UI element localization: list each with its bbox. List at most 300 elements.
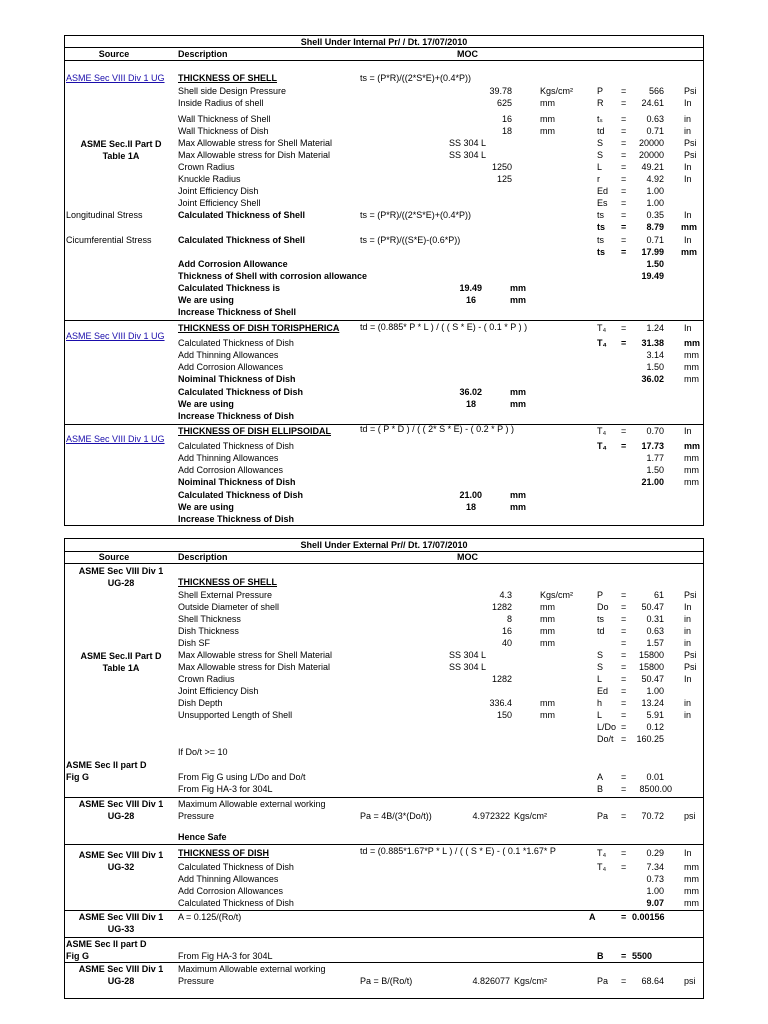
row-description: Calculated Thickness of Dish xyxy=(178,898,294,908)
result-unit: mm xyxy=(684,874,699,884)
symbol: T₄ xyxy=(597,848,607,858)
result-unit: mm xyxy=(684,453,699,463)
source-link[interactable]: ASME Sec VIII Div 1 UG xyxy=(66,434,165,444)
value: 625 xyxy=(496,98,512,108)
source-label: Table 1A xyxy=(102,151,140,161)
symbol: r xyxy=(597,174,600,184)
result-unit: Psi xyxy=(684,662,697,672)
equals: = xyxy=(621,590,627,600)
unit: Kgs/cm² xyxy=(514,976,548,986)
result-unit: in xyxy=(684,710,692,720)
symbol: S xyxy=(597,150,604,160)
symbol: T₄ xyxy=(597,862,607,872)
equals: = xyxy=(621,210,627,220)
equals: = xyxy=(621,426,627,436)
source-label: ASME Sec II part D xyxy=(66,760,147,770)
result-unit: Psi xyxy=(684,590,697,600)
equals: = xyxy=(621,686,627,696)
unit: mm xyxy=(510,399,527,409)
equals: = xyxy=(621,674,627,684)
result-value: 20000 xyxy=(638,138,664,148)
row-description: Add Thinning Allowances xyxy=(178,350,279,360)
symbol: S xyxy=(597,650,604,660)
result-unit: psi xyxy=(684,976,696,986)
result-unit: mm xyxy=(684,441,701,451)
source-label: Cicumferential Stress xyxy=(66,235,152,245)
equals: = xyxy=(621,198,627,208)
row-description: Calculated Thickness of Dish xyxy=(178,862,294,872)
row-description: Shell side Design Pressure xyxy=(178,86,287,96)
equals: = xyxy=(621,772,627,782)
result-value: 21.00 xyxy=(641,477,664,487)
row-description: Joint Efficiency Shell xyxy=(178,198,261,208)
result-value: 8.79 xyxy=(646,222,664,232)
symbol: S xyxy=(597,138,604,148)
result-value: 15800 xyxy=(638,650,664,660)
value: 18 xyxy=(465,399,476,409)
equals: = xyxy=(621,247,627,257)
symbol: Pa xyxy=(597,976,609,986)
result-unit: In xyxy=(684,210,692,220)
value: 1282 xyxy=(491,602,512,612)
section-heading: THICKNESS OF DISH TORISPHERICA xyxy=(178,323,340,333)
col-header-description: Description xyxy=(178,49,228,59)
value: 19.49 xyxy=(459,283,482,293)
symbol: L xyxy=(597,162,603,172)
result-unit: mm xyxy=(684,886,699,896)
source-label: ASME Sec II part D xyxy=(66,939,147,949)
symbol: T₄ xyxy=(597,338,607,348)
row-description: Max Allowable stress for Dish Material xyxy=(178,662,331,672)
result-value: 50.47 xyxy=(641,674,664,684)
symbol: R xyxy=(597,98,604,108)
source-label: ASME Sec.II Part D xyxy=(80,651,162,661)
formula: ts = (P*R)/((2*S*E)+(0.4*P)) xyxy=(360,210,472,220)
result-value: 31.38 xyxy=(641,338,664,348)
unit: mm xyxy=(540,710,555,720)
result-value: 36.02 xyxy=(641,374,664,384)
source-label: Table 1A xyxy=(102,663,140,673)
row-description: Increase Thickness of Shell xyxy=(178,307,297,317)
symbol: Pa xyxy=(597,811,609,821)
symbol: B xyxy=(597,784,604,794)
result-value: 24.61 xyxy=(641,98,664,108)
result-value: 9.07 xyxy=(646,898,664,908)
row-description: Shell External Pressure xyxy=(178,590,273,600)
moc-value: SS 304 L xyxy=(449,138,487,148)
formula: ts = (P*R)/((2*S*E)+(0.4*P)) xyxy=(360,73,472,83)
result-value: 0.63 xyxy=(646,626,664,636)
equals: = xyxy=(621,638,627,648)
result-unit: mm xyxy=(684,374,699,384)
equals: = xyxy=(621,441,627,451)
symbol: Es xyxy=(597,198,608,208)
result-value: 20000 xyxy=(638,150,664,160)
result-unit: In xyxy=(684,98,692,108)
unit: mm xyxy=(510,283,527,293)
row-description: We are using xyxy=(178,399,234,409)
col-header-source: Source xyxy=(98,49,130,59)
unit: mm xyxy=(510,295,527,305)
symbol: L/Do xyxy=(597,722,617,732)
symbol: ts xyxy=(597,614,605,624)
value: 1250 xyxy=(491,162,512,172)
row-description: We are using xyxy=(178,295,234,305)
symbol: A xyxy=(589,912,596,922)
result-value: 8500.00 xyxy=(639,784,672,794)
row-description: Outside Diameter of shell xyxy=(178,602,280,612)
result-unit: mm xyxy=(684,477,699,487)
result-unit: Psi xyxy=(684,138,697,148)
result-unit: Psi xyxy=(684,650,697,660)
result-value: 5.91 xyxy=(646,710,664,720)
row-description: Max Allowable stress for Shell Material xyxy=(178,650,333,660)
equals: = xyxy=(621,650,627,660)
sheet-title: Shell Under Internal Pr/ / Dt. 17/07/2010 xyxy=(300,37,468,47)
symbol: Do/t xyxy=(597,734,614,744)
row-description: Calculated Thickness of Dish xyxy=(178,441,294,451)
source-link[interactable]: ASME Sec VIII Div 1 UG xyxy=(66,73,165,83)
value: 21.00 xyxy=(459,490,482,500)
unit: mm xyxy=(540,698,555,708)
source-label: ASME Sec VIII Div 1 xyxy=(78,799,164,809)
source-label: ASME Sec VIII Div 1 xyxy=(78,850,164,860)
result-value: 1.50 xyxy=(646,465,664,475)
equals: = xyxy=(621,848,627,858)
result-unit: In xyxy=(684,162,692,172)
result-unit: Psi xyxy=(684,150,697,160)
source-label: UG-28 xyxy=(107,976,135,986)
unit: Kgs/cm² xyxy=(514,811,548,821)
value: 18 xyxy=(465,502,476,512)
result-value: 1.50 xyxy=(646,362,664,372)
result-unit: in xyxy=(684,114,692,124)
col-header-moc: MOC xyxy=(457,49,478,59)
value: 36.02 xyxy=(459,387,482,397)
row-description: Max Allowable stress for Dish Material xyxy=(178,150,331,160)
result-unit: In xyxy=(684,235,692,245)
result-unit: mm xyxy=(681,222,698,232)
col-header-moc: MOC xyxy=(457,552,478,562)
equals: = xyxy=(621,86,627,96)
result-value: 13.24 xyxy=(641,698,664,708)
symbol: td xyxy=(597,126,605,136)
formula: ts = (P*R)/((S*E)-(0.6*P)) xyxy=(360,235,461,245)
result-unit: mm xyxy=(684,862,699,872)
result-value: 0.00156 xyxy=(632,912,665,922)
result-value: 0.29 xyxy=(646,848,664,858)
result-unit: In xyxy=(684,426,692,436)
result-value: 566 xyxy=(648,86,664,96)
row-description: Crown Radius xyxy=(178,162,235,172)
symbol: td xyxy=(597,626,605,636)
section-heading: THICKNESS OF DISH ELLIPSOIDAL xyxy=(178,426,332,436)
symbol: ts xyxy=(597,247,606,257)
row-description: Increase Thickness of Dish xyxy=(178,514,295,524)
source-label: ASME Sec VIII Div 1 xyxy=(78,912,164,922)
value: 4.826077 xyxy=(472,976,510,986)
moc-value: SS 304 L xyxy=(449,662,487,672)
result-value: 68.64 xyxy=(641,976,664,986)
row-description: Maximum Allowable external working xyxy=(178,799,326,809)
row-description: Max Allowable stress for Shell Material xyxy=(178,138,333,148)
row-description: Calculated Thickness of Shell xyxy=(178,235,306,245)
unit: mm xyxy=(540,602,555,612)
result-value: 1.24 xyxy=(646,323,664,333)
row-description: Calculated Thickness of Shell xyxy=(178,210,306,220)
row-description: Dish Thickness xyxy=(178,626,239,636)
result-value: 5500 xyxy=(632,951,653,961)
value: 16 xyxy=(465,295,476,305)
source-label: ASME Sec.II Part D xyxy=(80,139,162,149)
symbol: P xyxy=(597,86,604,96)
row-description: Add Corrosion Allowance xyxy=(178,259,288,269)
unit: mm xyxy=(510,502,527,512)
result-unit: in xyxy=(684,126,692,136)
symbol: tₛ xyxy=(597,114,603,124)
unit: Kgs/cm² xyxy=(540,86,574,96)
equals: = xyxy=(621,338,627,348)
symbol: S xyxy=(597,662,604,672)
equals: = xyxy=(621,626,627,636)
row-description: Pressure xyxy=(178,811,215,821)
value: 336.4 xyxy=(489,698,512,708)
symbol: ts xyxy=(597,235,605,245)
row-description: Crown Radius xyxy=(178,674,235,684)
result-value: 0.01 xyxy=(646,772,664,782)
row-description: From Fig HA-3 for 304L xyxy=(178,951,273,961)
row-description: Dish SF xyxy=(178,638,211,648)
symbol: T₄ xyxy=(597,441,607,451)
equals: = xyxy=(621,912,627,922)
result-value: 61 xyxy=(653,590,664,600)
result-value: 0.35 xyxy=(646,210,664,220)
unit: mm xyxy=(540,626,555,636)
result-unit: in xyxy=(684,698,692,708)
symbol: Ed xyxy=(597,686,609,696)
row-description: Joint Efficiency Dish xyxy=(178,686,259,696)
result-value: 1.00 xyxy=(646,886,664,896)
result-unit: psi xyxy=(684,811,696,821)
equals: = xyxy=(621,614,627,624)
result-value: 160.25 xyxy=(636,734,664,744)
row-description: Add Corrosion Allowances xyxy=(178,362,284,372)
equals: = xyxy=(621,150,627,160)
unit: mm xyxy=(540,614,555,624)
equals: = xyxy=(621,722,627,732)
result-unit: mm xyxy=(681,247,698,257)
moc-value: SS 304 L xyxy=(449,150,487,160)
equals: = xyxy=(621,174,627,184)
result-unit: mm xyxy=(684,898,699,908)
formula: Pa = 4B/(3*(Do/t)) xyxy=(360,811,432,821)
row-description: Inside Radius of shell xyxy=(178,98,264,108)
row-description: Calculated Thickness of Dish xyxy=(178,387,304,397)
symbol: h xyxy=(597,698,603,708)
equals: = xyxy=(621,602,627,612)
value: 39.78 xyxy=(489,86,512,96)
result-value: 1.57 xyxy=(646,638,664,648)
moc-value: SS 304 L xyxy=(449,650,487,660)
row-description: Add Corrosion Allowances xyxy=(178,886,284,896)
row-description: Dish Depth xyxy=(178,698,223,708)
result-value: 15800 xyxy=(638,662,664,672)
equals: = xyxy=(621,811,627,821)
row-description: Add Corrosion Allowances xyxy=(178,465,284,475)
value: 1282 xyxy=(491,674,512,684)
symbol: ts xyxy=(597,222,606,232)
result-value: 4.92 xyxy=(646,174,664,184)
result-unit: in xyxy=(684,614,692,624)
source-label: Fig G xyxy=(66,951,89,961)
symbol: L xyxy=(597,710,603,720)
symbol: T₄ xyxy=(597,323,607,333)
equals: = xyxy=(621,126,627,136)
result-value: 0.73 xyxy=(646,874,664,884)
value: 150 xyxy=(496,710,512,720)
value: 125 xyxy=(496,174,512,184)
equals: = xyxy=(621,710,627,720)
result-unit: mm xyxy=(684,350,699,360)
unit: mm xyxy=(540,114,555,124)
row-description: Wall Thickness of Dish xyxy=(178,126,269,136)
row-description: Increase Thickness of Dish xyxy=(178,411,295,421)
value: 40 xyxy=(501,638,512,648)
row-description: Noiminal Thickness of Dish xyxy=(178,374,296,384)
value: 8 xyxy=(506,614,512,624)
result-value: 0.71 xyxy=(646,126,664,136)
result-unit: mm xyxy=(684,465,699,475)
formula: td = (0.885* P * L ) / ( ( S * E) - ( 0.1 * P ) ) xyxy=(360,322,528,332)
source-label: Fig G xyxy=(66,772,89,782)
sheet-title: Shell Under External Pr// Dt. 17/07/2010 xyxy=(300,540,468,550)
row-description: Thickness of Shell with corrosion allowance xyxy=(178,271,368,281)
value: 18 xyxy=(501,126,512,136)
header-divider xyxy=(64,60,704,61)
row-description: Add Thinning Allowances xyxy=(178,874,279,884)
header-divider xyxy=(64,563,704,564)
equals: = xyxy=(621,734,627,744)
row-description: Shell Thickness xyxy=(178,614,241,624)
equals: = xyxy=(621,784,627,794)
result-value: 7.34 xyxy=(646,862,664,872)
row-description: Joint Efficiency Dish xyxy=(178,186,259,196)
row-description: If Do/t >= 10 xyxy=(178,747,228,757)
row-description: Add Thinning Allowances xyxy=(178,453,279,463)
equals: = xyxy=(621,862,627,872)
result-value: 0.31 xyxy=(646,614,664,624)
result-value: 0.71 xyxy=(646,235,664,245)
formula: Pa = B/(Ro/t) xyxy=(360,976,413,986)
unit: mm xyxy=(510,387,527,397)
result-value: 3.14 xyxy=(646,350,664,360)
result-value: 70.72 xyxy=(641,811,664,821)
result-unit: in xyxy=(684,626,692,636)
result-value: 17.73 xyxy=(641,441,664,451)
equals: = xyxy=(621,186,627,196)
equals: = xyxy=(621,114,627,124)
result-unit: In xyxy=(684,674,692,684)
source-label: UG-28 xyxy=(107,578,135,588)
result-value: 1.00 xyxy=(646,186,664,196)
equals: = xyxy=(621,323,627,333)
result-unit: In xyxy=(684,323,692,333)
section-heading: THICKNESS OF SHELL xyxy=(178,577,278,587)
section-heading: THICKNESS OF SHELL xyxy=(178,73,278,83)
result-value: 0.12 xyxy=(646,722,664,732)
result-value: 50.47 xyxy=(641,602,664,612)
row-description: From Fig G using L/Do and Do/t xyxy=(178,772,306,782)
equals: = xyxy=(621,98,627,108)
unit: Kgs/cm² xyxy=(540,590,574,600)
result-value: 19.49 xyxy=(641,271,664,281)
source-label: UG-32 xyxy=(107,862,135,872)
value: 16 xyxy=(501,626,512,636)
unit: mm xyxy=(540,98,555,108)
section-heading: THICKNESS OF DISH xyxy=(178,848,270,858)
row-description: Calculated Thickness of Dish xyxy=(178,338,294,348)
equals: = xyxy=(621,662,627,672)
row-description: Pressure xyxy=(178,976,215,986)
result-unit: In xyxy=(684,174,692,184)
symbol: P xyxy=(597,590,604,600)
result-unit: mm xyxy=(684,362,699,372)
row-description: From Fig HA-3 for 304L xyxy=(178,784,273,794)
section-divider xyxy=(64,937,704,938)
result-value: 49.21 xyxy=(641,162,664,172)
symbol: B xyxy=(597,951,604,961)
equals: = xyxy=(621,162,627,172)
source-label: ASME Sec VIII Div 1 xyxy=(78,566,164,576)
row-description: Noiminal Thickness of Dish xyxy=(178,477,296,487)
source-link[interactable]: ASME Sec VIII Div 1 UG xyxy=(66,331,165,341)
result-value: 1.50 xyxy=(646,259,664,269)
symbol: Ed xyxy=(597,186,609,196)
row-description: Knuckle Radius xyxy=(178,174,241,184)
status-text: Hence Safe xyxy=(178,832,227,842)
equals: = xyxy=(621,698,627,708)
symbol: A xyxy=(597,772,604,782)
row-description: Wall Thickness of Shell xyxy=(178,114,271,124)
source-label: ASME Sec VIII Div 1 xyxy=(78,964,164,974)
value: 4.3 xyxy=(499,590,512,600)
symbol: L xyxy=(597,674,603,684)
result-unit: Psi xyxy=(684,86,697,96)
source-label: Longitudinal Stress xyxy=(66,210,143,220)
equals: = xyxy=(621,235,627,245)
result-value: 1.00 xyxy=(646,198,664,208)
result-value: 1.77 xyxy=(646,453,664,463)
symbol: Do xyxy=(597,602,609,612)
source-label: UG-33 xyxy=(107,924,135,934)
equals: = xyxy=(621,976,627,986)
equals: = xyxy=(621,222,627,232)
internal-pressure-sheet xyxy=(64,35,704,526)
result-unit: In xyxy=(684,602,692,612)
value: 4.972322 xyxy=(472,811,510,821)
result-value: 17.99 xyxy=(641,247,664,257)
value: 16 xyxy=(501,114,512,124)
formula: td = ( P * D ) / ( ( 2* S * E) - ( 0.2 * P ) ) xyxy=(360,424,514,434)
symbol: ts xyxy=(597,210,605,220)
row-description: Calculated Thickness of Dish xyxy=(178,490,304,500)
equals: = xyxy=(621,138,627,148)
col-header-description: Description xyxy=(178,552,228,562)
col-header-source: Source xyxy=(98,552,130,562)
source-label: UG-28 xyxy=(107,811,135,821)
result-value: 1.00 xyxy=(646,686,664,696)
unit: mm xyxy=(510,490,527,500)
